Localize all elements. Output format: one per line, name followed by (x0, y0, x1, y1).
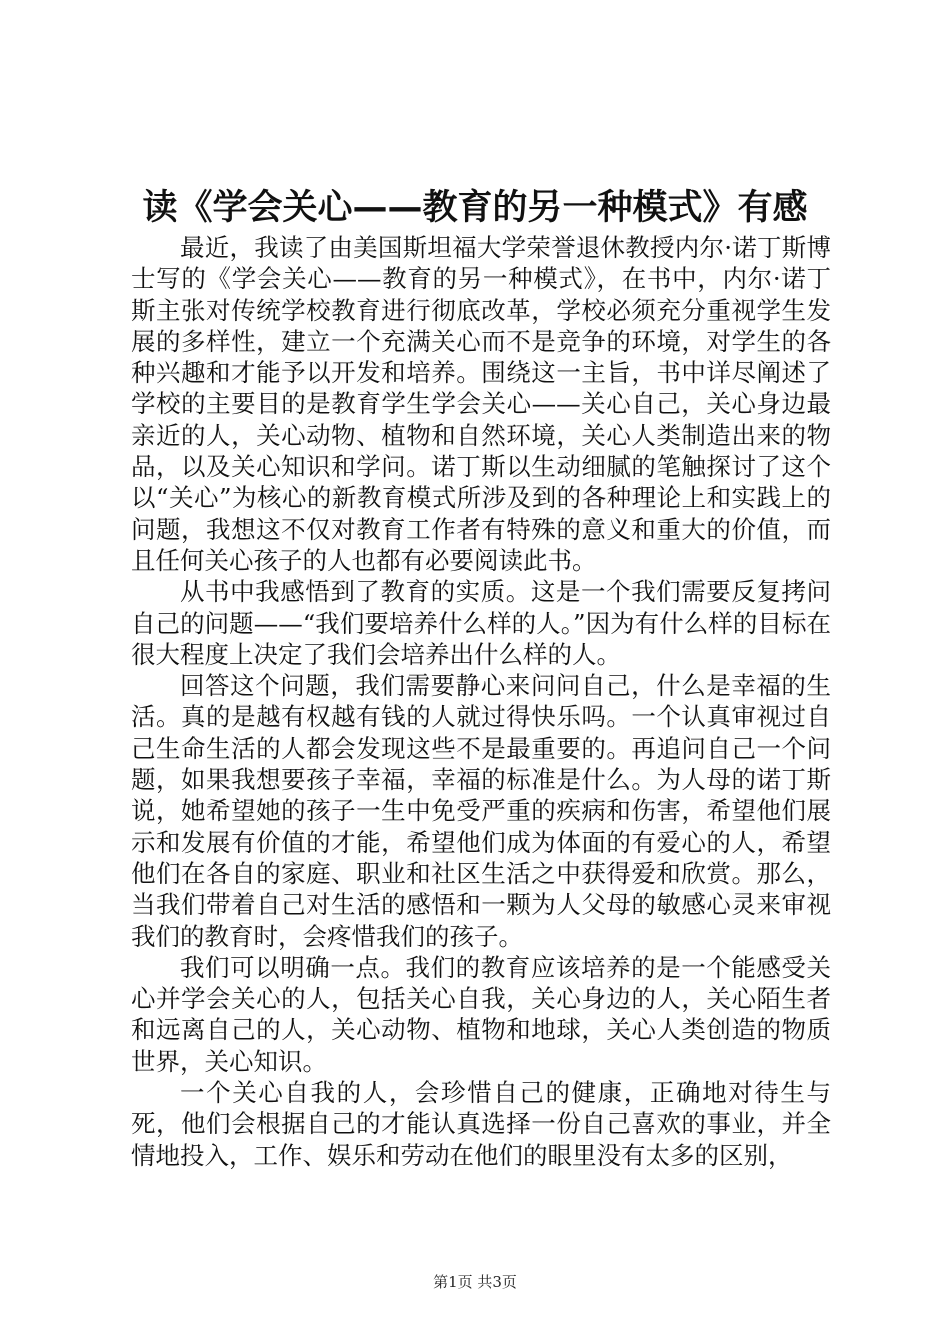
page-footer: 第1页 共3页 (433, 1273, 517, 1291)
paragraph-1: 最近，我读了由美国斯坦福大学荣誉退休教授内尔·诺丁斯博士写的《学会关心——教育的另一种模式》，在书中，内尔·诺丁斯主张对传统学校教育进行彻底改革，学校必须充分重视学生发展的多样性，建立一个充满关心而不是竞争的环境，对学生的各种兴趣和才能予以开发和培养。围绕这一主旨，书中详尽阐述了学校的主要目的是教育学生学会关心——关心自己，关心身边最亲近的人，关心动物、植物和自然环境，关心人类制造出来的物品，以及关心知识和学问。诺丁斯以生动细腻的笔触探讨了这个以“关心”为核心的新教育模式所涉及到的各种理论上和实践上的问题，我想这不仅对教育工作者有特殊的意义和重大的价值，而且任何关心孩子的人也都有必要阅读此书。 (131, 233, 831, 575)
paragraph-5: 一个关心自我的人，会珍惜自己的健康，正确地对待生与死，他们会根据自己的才能认真选择一份自己喜欢的事业，并全情地投入，工作、娱乐和劳动在他们的眼里没有太多的区别， (131, 1078, 831, 1170)
paragraph-3: 回答这个问题，我们需要静心来问问自己，什么是幸福的生活。真的是越有权越有钱的人就过得快乐吗。一个认真审视过自己生命生活的人都会发现这些不是最重要的。再追问自己一个问题，如果我想要孩子幸福，幸福的标准是什么。为人母的诺丁斯说，她希望她的孩子一生中免受严重的疾病和伤害，希望他们展示和发展有价值的才能，希望他们成为体面的有爱心的人，希望他们在各自的家庭、职业和社区生活之中获得爱和欣赏。那么，当我们带着自己对生活的感悟和一颗为人父母的敏感心灵来审视我们的教育时，会疼惜我们的孩子。 (131, 671, 831, 951)
document-body (131, 232, 831, 1171)
document-title: 读《学会关心——教育的另一种模式》有感 (142, 188, 808, 228)
paragraph-2: 从书中我感悟到了教育的实质。这是一个我们需要反复拷问自己的问题——“我们要培养什么样的人。”因为有什么样的目标在很大程度上决定了我们会培养出什么样的人。 (131, 577, 831, 669)
paragraph-4: 我们可以明确一点。我们的教育应该培养的是一个能感受关心并学会关心的人，包括关心自我，关心身边的人，关心陌生者和远离自己的人，关心动物、植物和地球，关心人类创造的物质世界，关心知识。 (131, 952, 831, 1076)
